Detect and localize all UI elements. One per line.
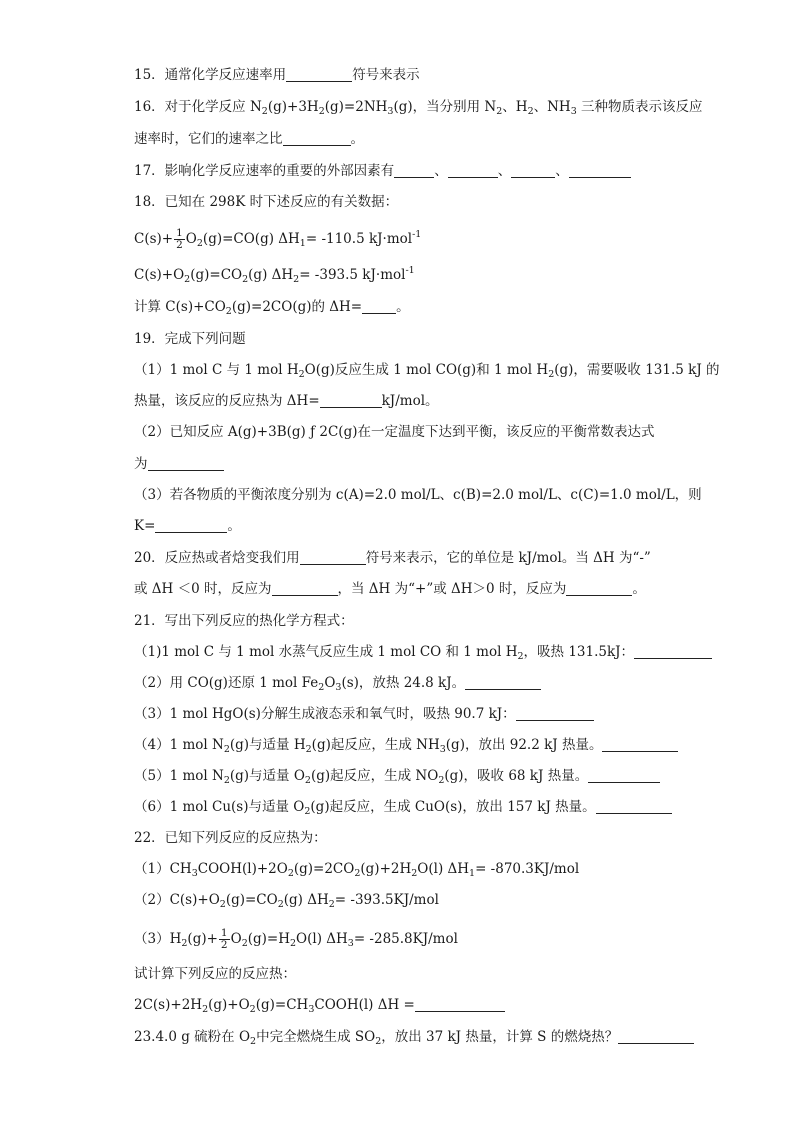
subscript: 2 (548, 369, 555, 380)
text-segment: （2）已知反应 A(g)+3B(g) (134, 424, 311, 440)
subscript: 2 (318, 682, 325, 693)
question-line (134, 486, 702, 504)
text-segment: ，放出 37 kJ 热量，计算 S 的燃烧热？ (381, 1029, 619, 1045)
text-segment: (g)+3H (267, 99, 319, 115)
text-segment: (g)，需要吸收 131.5 kJ 的 (554, 362, 720, 378)
text-segment: (g)+ (187, 931, 218, 947)
text-segment: (g)+2H (360, 861, 412, 877)
text-segment: (s)，放热 24.8 kJ。 (341, 675, 466, 691)
subscript: 2 (527, 106, 534, 117)
text-segment: (g)=CH (255, 997, 309, 1013)
subscript: 2 (411, 868, 418, 879)
subscript: 3 (570, 106, 577, 117)
answer-blank[interactable] (415, 997, 505, 1012)
text-segment: = -393.5 kJ·mol (299, 267, 406, 283)
question-line (134, 928, 458, 951)
question-line (134, 330, 246, 348)
answer-blank[interactable] (569, 163, 631, 178)
subscript: 2 (438, 775, 445, 786)
text-segment: = -110.5 kJ·mol (305, 231, 413, 247)
text-segment: ，当 ΔH 为“+”或 ΔH＞0 时，反应为 (337, 581, 567, 597)
text-segment: kJ/mol。 (381, 393, 439, 409)
text-segment: 热量，该反应的反应热为 ΔH= (134, 393, 320, 409)
question-line (134, 891, 439, 909)
question-line (134, 162, 631, 180)
text-segment: 符号来表示 (352, 67, 420, 83)
text-segment: 。 (632, 581, 646, 597)
subscript: 3 (308, 1004, 315, 1015)
question-line (134, 996, 505, 1014)
text-segment: 19．完成下列问题 (134, 331, 246, 347)
subscript: 2 (223, 775, 230, 786)
fraction (219, 928, 230, 951)
text-segment: （2）用 CO(g)还原 1 mol Fe (134, 675, 319, 691)
text-segment: (g)，放出 92.2 kJ 热量。 (445, 737, 603, 753)
question-line (134, 643, 712, 661)
text-segment: (g)=CO (225, 892, 278, 908)
subscript: 2 (328, 899, 335, 910)
subscript: 2 (241, 938, 248, 949)
text-segment: 试计算下列反应的反应热： (134, 966, 296, 982)
subscript: 2 (219, 899, 226, 910)
fraction-denominator: 2 (176, 239, 183, 251)
answer-blank[interactable] (320, 393, 382, 408)
subscript: 2 (196, 238, 203, 249)
question-line (134, 266, 415, 284)
question-line (134, 361, 720, 379)
text-segment: 为 (134, 456, 148, 472)
answer-blank[interactable] (272, 581, 338, 596)
text-segment: 。 (227, 518, 241, 534)
answer-blank[interactable] (448, 163, 498, 178)
text-segment: （6）1 mol Cu(s)与适量 O (134, 799, 305, 815)
text-segment: 符号来表示，它的单位是 kJ/mol。当 ΔH 为“-” (365, 550, 651, 566)
text-segment: （1）1 mol C 与 1 mol H (134, 362, 299, 378)
text-segment: K= (134, 518, 156, 534)
question-line (134, 674, 541, 692)
answer-blank[interactable] (634, 644, 712, 659)
subscript: 2 (318, 106, 325, 117)
answer-blank[interactable] (588, 768, 660, 783)
text-segment: （1）CH (134, 861, 192, 877)
question-line (134, 767, 660, 785)
subscript: 3 (347, 938, 354, 949)
answer-blank[interactable] (516, 706, 594, 721)
subscript: 2 (202, 1004, 209, 1015)
text-segment: 速率时，它们的速率之比 (134, 131, 283, 147)
answer-blank[interactable] (618, 1029, 694, 1044)
answer-blank[interactable] (602, 737, 678, 752)
question-line (134, 860, 579, 878)
answer-blank[interactable] (283, 131, 351, 146)
text-segment: = -393.5KJ/mol (334, 892, 439, 908)
subscript: 2 (184, 274, 191, 285)
text-segment: (g)=2NH (324, 99, 388, 115)
subscript: 2 (261, 106, 268, 117)
subscript: 2 (293, 274, 300, 285)
answer-blank[interactable] (596, 799, 672, 814)
answer-blank[interactable] (155, 518, 227, 533)
subscript: 2 (496, 106, 503, 117)
text-segment: (g)起反应，生成 NO (310, 768, 439, 784)
answer-blank[interactable] (465, 675, 541, 690)
text-segment: (g)=CO (190, 267, 243, 283)
subscript: 3 (387, 106, 394, 117)
answer-blank[interactable] (362, 299, 396, 314)
text-segment: 20．反应热或者焓变我们用 (134, 550, 300, 566)
text-segment: 、H (502, 99, 528, 115)
question-line (134, 965, 296, 983)
text-segment: 2C(s)+2H (134, 997, 203, 1013)
fraction-denominator: 2 (220, 939, 228, 951)
text-segment: COOH(l) ΔH = (314, 997, 415, 1013)
text-segment: (g)+O (208, 997, 250, 1013)
text-segment: 15．通常化学反应速率用 (134, 67, 287, 83)
question-line (134, 98, 703, 116)
text-segment: O (185, 231, 197, 247)
text-segment: O(g)反应生成 1 mol CO(g)和 1 mol H (304, 362, 549, 378)
subscript: 2 (181, 938, 188, 949)
text-segment: 、 (555, 163, 569, 179)
text-segment: 16．对于化学反应 N (134, 99, 262, 115)
answer-blank[interactable] (394, 163, 434, 178)
text-segment: (g)与适量 O (229, 768, 305, 784)
answer-blank[interactable] (566, 581, 632, 596)
text-segment: O (324, 675, 336, 691)
question-line (134, 193, 398, 211)
subscript: 3 (191, 868, 198, 879)
answer-blank[interactable] (286, 67, 352, 82)
subscript: 2 (305, 744, 312, 755)
text-segment: 或 ΔH ＜0 时，反应为 (134, 581, 272, 597)
question-line (134, 549, 651, 567)
text-segment: （4）1 mol N (134, 737, 224, 753)
subscript: 2 (290, 938, 297, 949)
subscript: 2 (298, 369, 305, 380)
text-segment: (g)=2CO (293, 861, 355, 877)
text-segment: ，吸热 131.5kJ： (523, 644, 635, 660)
text-segment: 。 (396, 299, 410, 315)
question-line (134, 1028, 694, 1046)
text-segment: 、NH (533, 99, 571, 115)
text-segment: O(l) ΔH (417, 861, 470, 877)
text-segment: (g)=CO(g) ΔH (202, 231, 300, 247)
subscript: 2 (225, 306, 232, 317)
text-segment: COOH(l)+2O (197, 861, 288, 877)
text-segment: (g)=2CO(g)的 ΔH= (231, 299, 363, 315)
question-line (134, 455, 224, 473)
subscript: 2 (375, 1036, 382, 1047)
superscript: -1 (412, 229, 422, 240)
text-segment: (g)起反应，生成 NH (311, 737, 440, 753)
text-segment: （3）1 mol HgO(s)分解生成液态汞和氧气时，吸热 90.7 kJ： (134, 706, 516, 722)
text-segment: （5）1 mol N (134, 768, 224, 784)
text-segment: （2）C(s)+O (134, 892, 220, 908)
superscript: -1 (405, 265, 415, 276)
question-line (134, 580, 646, 598)
subscript: 2 (517, 651, 524, 662)
text-segment: 2C(g)在一定温度下达到平衡，该反应的平衡常数表达式 (315, 424, 655, 440)
text-segment: 18．已知在 298K 时下述反应的有关数据： (134, 194, 399, 210)
question-line (134, 228, 421, 251)
text-segment: 计算 C(s)+CO (134, 299, 226, 315)
text-segment: （3）H (134, 931, 182, 947)
text-segment: 、 (497, 163, 512, 179)
text-segment: 22．已知下列反应的反应热为： (134, 830, 327, 846)
question-line (134, 612, 354, 630)
text-segment: (g)，吸收 68 kJ 热量。 (444, 768, 589, 784)
question-line (134, 130, 364, 148)
question-line (134, 423, 654, 441)
text-segment: C(s)+O (134, 267, 185, 283)
question-line (134, 517, 241, 535)
text-segment: (g)与适量 H (229, 737, 306, 753)
text-segment: 23.4.0 g 硫粉在 O (134, 1029, 251, 1045)
text-segment: O(l) ΔH (296, 931, 348, 947)
question-line (134, 736, 678, 754)
text-segment: (g)，当分别用 N (393, 99, 497, 115)
question-line (134, 798, 672, 816)
subscript: 2 (250, 1036, 257, 1047)
text-segment: = -285.8KJ/mol (353, 931, 458, 947)
subscript: 2 (304, 806, 311, 817)
text-segment: 、 (434, 163, 448, 179)
subscript: 2 (354, 868, 361, 879)
text-segment: (g)起反应，生成 CuO(s)，放出 157 kJ 热量。 (310, 799, 596, 815)
subscript: 2 (304, 775, 311, 786)
subscript: 3 (439, 744, 446, 755)
subscript: 1 (469, 868, 476, 879)
fraction-numerator: 1 (220, 927, 228, 939)
fraction-numerator: 1 (176, 227, 183, 239)
fraction (174, 228, 185, 251)
subscript: 2 (223, 744, 230, 755)
question-line (134, 66, 420, 84)
text-segment: 21．写出下列反应的热化学方程式： (134, 613, 354, 629)
text-segment: C(s)+ (134, 231, 174, 247)
subscript: 2 (242, 274, 249, 285)
text-segment: 17．影响化学反应速率的重要的外部因素有 (134, 163, 395, 179)
subscript: 1 (299, 238, 306, 249)
text-segment: （3）若各物质的平衡浓度分别为 c(A)=2.0 mol/L、c(B)=2.0 mol/L、c(C)=1.0 mol/L，则 (134, 487, 702, 503)
subscript: 2 (287, 868, 294, 879)
text-segment: 中完全燃烧生成 SO (256, 1029, 376, 1045)
answer-blank[interactable] (148, 456, 224, 471)
question-line (134, 705, 594, 723)
answer-blank[interactable] (511, 163, 555, 178)
text-segment: (g)=H (247, 931, 290, 947)
text-segment: （1)1 mol C 与 1 mol 水蒸气反应生成 1 mol CO 和 1 mol H (134, 644, 518, 660)
question-line (134, 829, 327, 847)
subscript: 3 (335, 682, 342, 693)
text-segment: = -870.3KJ/mol (475, 861, 580, 877)
question-line (134, 298, 410, 316)
answer-blank[interactable] (300, 550, 366, 565)
text-segment: O (230, 931, 242, 947)
text-segment: (g) ΔH (283, 892, 329, 908)
text-segment: ƒ (310, 424, 316, 440)
text-segment: 三种物质表示该反应 (576, 99, 703, 115)
question-line (134, 392, 439, 410)
text-segment: 。 (350, 131, 364, 147)
text-segment: (g) ΔH (248, 267, 294, 283)
subscript: 2 (277, 899, 284, 910)
subscript: 2 (249, 1004, 256, 1015)
